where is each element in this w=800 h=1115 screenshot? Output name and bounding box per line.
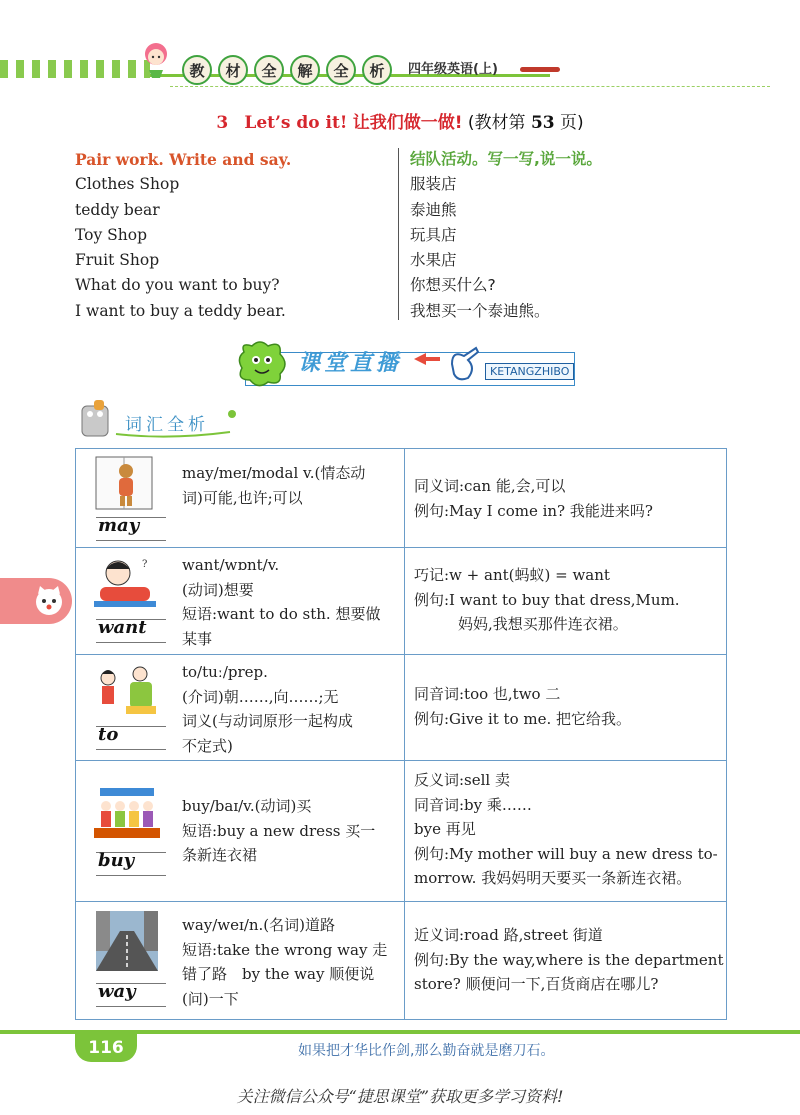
vocab-word: way bbox=[98, 981, 136, 1002]
vocab-definition bbox=[182, 660, 398, 758]
dialogue-cn-line: 水果店 bbox=[410, 251, 457, 270]
vocab-word: may bbox=[98, 515, 140, 536]
page-number: 116 bbox=[75, 1034, 137, 1062]
vocab-word: want bbox=[98, 617, 147, 638]
definition-line: (动词)想要 bbox=[182, 580, 254, 599]
note-line: 反义词:sell 卖 bbox=[414, 771, 510, 789]
vocab-definition bbox=[182, 913, 398, 1011]
girl-mascot-icon bbox=[136, 40, 176, 78]
vocab-notes bbox=[414, 563, 719, 637]
dialogue-cn-line: 你想买什么? bbox=[410, 276, 496, 295]
section-number: 3 bbox=[216, 113, 229, 133]
dialogue-cn-line: 我想买一个泰迪熊。 bbox=[410, 301, 550, 320]
note-line: 同音词:too 也,two 二 bbox=[414, 685, 561, 703]
definition-line: 条新连衣裙 bbox=[182, 846, 258, 864]
section-title bbox=[0, 108, 800, 133]
definition-line: 短语:want to do sth. 想要做 bbox=[182, 605, 381, 623]
column-divider bbox=[398, 148, 399, 320]
definition-line: 词义(与动词原形一起构成 bbox=[182, 712, 353, 730]
dialogue-en-line: I want to buy a teddy bear. bbox=[75, 301, 286, 320]
vocab-notes bbox=[414, 768, 719, 891]
dialogue-cn-line: 玩具店 bbox=[410, 225, 457, 244]
dialogue-en-line: Toy Shop bbox=[75, 225, 148, 244]
vocab-definition bbox=[182, 461, 398, 510]
boy-thinking-picture bbox=[90, 555, 164, 611]
vocab-notes bbox=[414, 474, 719, 523]
note-line: bye 再见 bbox=[414, 820, 476, 838]
note-line: 巧记:w + ant(蚂蚁) = want bbox=[414, 566, 610, 584]
svg-text:?: ? bbox=[142, 559, 148, 570]
definition-line: want/wɒnt/v. bbox=[182, 556, 280, 574]
table-row bbox=[76, 449, 726, 548]
banner-pinyin: KETANGZHIBO bbox=[485, 363, 574, 380]
watermark: 关注微信公众号“捷思课堂”获取更多学习资料! bbox=[236, 1087, 564, 1106]
vocab-notes bbox=[414, 923, 724, 997]
header-dash-rule bbox=[170, 86, 770, 87]
vocab-heading: 词汇全析 bbox=[125, 415, 209, 435]
dialogue-cn-line: 结队活动。写一写,说一说。 bbox=[410, 150, 602, 168]
banner-title: 课堂直播 bbox=[298, 351, 403, 376]
street-picture bbox=[90, 911, 164, 971]
pen-icon bbox=[520, 67, 560, 72]
table-row bbox=[76, 901, 726, 1019]
definition-line: buy/baɪ/v.(动词)买 bbox=[182, 797, 312, 815]
header-char-4: 解 bbox=[290, 55, 320, 85]
note-line: 妈妈,我想买那件连衣裙。 bbox=[458, 615, 628, 633]
definition-line: way/weɪ/n.(名词)道路 bbox=[182, 916, 336, 934]
definition-line: 短语:buy a new dress 买一 bbox=[182, 821, 376, 840]
vocab-table bbox=[75, 448, 727, 1020]
children-picture bbox=[90, 662, 164, 718]
note-line: 例句:May I come in? 我能进来吗? bbox=[414, 501, 653, 520]
vocab-word: to bbox=[98, 724, 119, 745]
header-char-2: 材 bbox=[218, 55, 248, 85]
header-char-3: 全 bbox=[254, 55, 284, 85]
side-tab bbox=[0, 578, 72, 624]
shopping-crowd-picture bbox=[90, 784, 164, 844]
dialogue-cn-line: 服装店 bbox=[410, 175, 457, 194]
definition-line: to/tuː/prep. bbox=[182, 663, 268, 681]
dialogue-en-line: Clothes Shop bbox=[75, 175, 180, 194]
dialogue-english bbox=[75, 147, 395, 324]
footer-motto: 如果把才华比作剑,那么勤奋就是磨刀石。 bbox=[298, 1043, 555, 1059]
vocab-definition bbox=[182, 794, 398, 868]
vocab-notes bbox=[414, 682, 719, 731]
note-line: store? 顺便问一下,百货商店在哪儿? bbox=[414, 975, 659, 993]
header-char-5: 全 bbox=[326, 55, 356, 85]
header-decoration bbox=[0, 60, 150, 78]
dialogue-en-line: Fruit Shop bbox=[75, 251, 160, 270]
section-title-en: Let’s do it! bbox=[244, 113, 348, 133]
header-char-1: 教 bbox=[182, 55, 212, 85]
dialogue-en-line: Pair work. Write and say. bbox=[75, 150, 292, 169]
pointing-hand-icon bbox=[446, 342, 482, 384]
table-row bbox=[76, 654, 726, 761]
vocab-word: buy bbox=[98, 850, 135, 871]
definition-line: (问)一下 bbox=[182, 989, 239, 1008]
note-line: morrow. 我妈妈明天要买一条新连衣裙。 bbox=[414, 869, 692, 887]
definition-line: 不定式) bbox=[182, 736, 233, 755]
definition-line: 某事 bbox=[182, 629, 213, 648]
definition-line: may/meɪ/modal v.(情态动 bbox=[182, 464, 366, 482]
note-line: 同音词:by 乘…… bbox=[414, 795, 532, 814]
cat-face-icon bbox=[32, 584, 66, 618]
definition-line: 短语:take the wrong way 走 bbox=[182, 940, 388, 959]
dialogue-en-line: What do you want to buy? bbox=[75, 276, 280, 295]
definition-line: 错了路 by the way 顺便说 bbox=[182, 965, 375, 983]
note-line: 例句:By the way,where is the department bbox=[414, 950, 724, 969]
header-char-6: 析 bbox=[362, 55, 392, 85]
definition-line: (介词)朝……,向……;无 bbox=[182, 687, 339, 706]
table-row bbox=[76, 760, 726, 902]
section-ref-end: 页) bbox=[560, 113, 584, 133]
bear-door-picture bbox=[90, 455, 164, 511]
note-line: 例句:Give it to me. 把它给我。 bbox=[414, 709, 632, 728]
grade-label: 四年级英语(上) bbox=[408, 62, 498, 77]
note-line: 近义词:road 路,street 街道 bbox=[414, 926, 603, 944]
note-line: 例句:My mother will buy a new dress to- bbox=[414, 844, 718, 863]
note-line: 例句:I want to buy that dress,Mum. bbox=[414, 590, 680, 609]
dialogue-chinese bbox=[410, 147, 740, 324]
section-ref: (教材第 bbox=[467, 113, 526, 133]
table-row bbox=[76, 547, 726, 655]
dialogue-cn-line: 泰迪熊 bbox=[410, 200, 457, 219]
section-title-cn: 让我们做一做! bbox=[352, 113, 463, 133]
dialogue-en-line: teddy bear bbox=[75, 200, 160, 219]
arrow-icon bbox=[412, 352, 442, 366]
definition-line: 词)可能,也许;可以 bbox=[182, 488, 303, 507]
note-line: 同义词:can 能,会,可以 bbox=[414, 477, 566, 495]
mascot-blob-icon bbox=[236, 338, 290, 388]
section-ref-page: 53 bbox=[530, 113, 555, 133]
vocab-definition bbox=[182, 553, 398, 651]
